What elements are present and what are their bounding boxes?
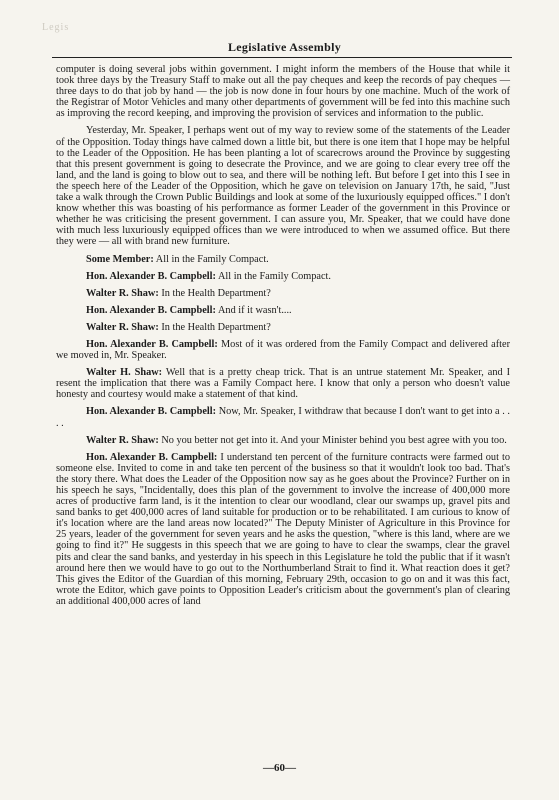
speaker-name: Some Member: xyxy=(86,253,154,265)
speech xyxy=(56,288,510,299)
speaker-name: Hon. Alexander B. Campbell: xyxy=(86,304,216,316)
paragraph: computer is doing several jobs within government. I might inform the members of the House that while it took three days by the Treasury Staff to make out all the pay cheques and keep the records of pay cheques — three days to do that job by hand — the job is now done in four hours by one machine. Much of the work of the Registrar of Motor Vehicles and many other departments of government will be fed into this machine such as improving the record keeping, and improving the provision of services and information to the public. xyxy=(56,64,510,120)
speech-text: All in the Family Compact. xyxy=(155,253,269,265)
margin-mark: Legis xyxy=(42,22,70,33)
page-number: —60— xyxy=(263,762,296,774)
speaker-name: Hon. Alexander B. Campbell: xyxy=(86,270,216,282)
speech-text: Most of it was ordered from the Family Compact and delivered after we moved in, Mr. Speaker. xyxy=(56,338,511,362)
speech xyxy=(56,305,510,316)
speech xyxy=(56,339,510,361)
speaker-name: Walter H. Shaw: xyxy=(86,367,163,379)
speech-text: In the Health Department? xyxy=(161,287,271,299)
speech-text: All in the Family Compact. xyxy=(217,270,331,282)
paragraph: Yesterday, Mr. Speaker, I perhaps went out of my way to review some of the statements of the Leader of the Opposition. Today things have calmed down a little bit, but there is one item that I hope may be helpful to the Leader of the Opposition. He has been planting a lot of scarecrows around the Province by suggesting that this present government is going to desecrate the Province, and we are going to clear every tree off the land, and the land is going to blow out to sea, and there will be nothing left. But before I get into this I see in the speech here of the Leader of the Opposition, which he gave on television on January 17th, he said, "Just take a walk through the Crown Public Buildings and look at some of the luxuriously equipped offices." I don't know whether this was boasting of his performance as former Leader of the government in this Province or whether he was criticising the present government. I can assure you, Mr. Speaker, that we could have done with much less luxuriously equipped offices than we were introduced to when we assumed office. But there they were — all with brand new furniture. xyxy=(56,125,510,248)
speech-text: I understand ten percent of the furniture contracts were farmed out to someone else. Invited to come in and take ten percent of the business so that it wouldn't look too bad. That's the story there. What does the Leader of the Opposition now say as he goes about the Province? Further on in his speech he says, "Incidentally, does this plan of the government to involve the increase of 400,000 more acres of productive farm land, is it the intention to clear our woodland, clear our swamps up, gravel pits and sand banks to get 400,000 acres of land suitable for production or to be rehabilitated. I am curious to know of it's location where are the land areas now located?" The Deputy Minister of Agriculture in this Province for 25 years, leader of the government for seven years and he asks the question, "where is this land, where are we going to find it?" He suggests in this speech that we are going to have to clear the swamps, clear the gravel pits and clear the sand banks, and yesterday in his speech in this Legislature he told the public that if it wasn't around here then we would have to go out to the Northumberland Strait to find it. What reaction does it get? This gives the Editor of the Guardian of this morning, February 29th, occasion to go on and it was this fact, wrote the Editor, which gave points to Opposition Leader's criticism about the government's plan of clearing an additional 400,000 acres of land xyxy=(56,451,510,607)
speech-text: Now, Mr. Speaker, I withdraw that because I don't want to get into a . . . . xyxy=(56,406,511,429)
body-text xyxy=(56,64,510,607)
speaker-name: Walter R. Shaw: xyxy=(86,287,159,299)
speech xyxy=(56,452,510,607)
speech xyxy=(56,322,510,333)
speech xyxy=(56,367,510,400)
speech-text: And if it wasn't.... xyxy=(217,304,292,316)
speech-text: No you better not get into it. And your Minister behind you best agree with you too. xyxy=(161,434,507,446)
running-header: Legislative Assembly xyxy=(228,40,341,54)
speech xyxy=(56,435,510,446)
speech xyxy=(56,271,510,282)
speaker-name: Walter R. Shaw: xyxy=(86,434,159,446)
speaker-name: Walter R. Shaw: xyxy=(86,321,159,333)
speech xyxy=(56,254,510,265)
speech xyxy=(56,406,510,428)
speaker-name: Hon. Alexander B. Campbell: xyxy=(86,451,218,463)
speech-text: In the Health Department? xyxy=(161,321,271,333)
speech-text: Well that is a pretty cheap trick. That is an untrue statement Mr. Speaker, and I resent the implication that there was a Family Compact here. I know that only a person who doesn't value honesty and courtesy would make a statement of that kind. xyxy=(56,367,510,401)
header-rule xyxy=(52,57,512,58)
speaker-name: Hon. Alexander B. Campbell: xyxy=(86,406,217,418)
speaker-name: Hon. Alexander B. Campbell: xyxy=(86,338,218,350)
